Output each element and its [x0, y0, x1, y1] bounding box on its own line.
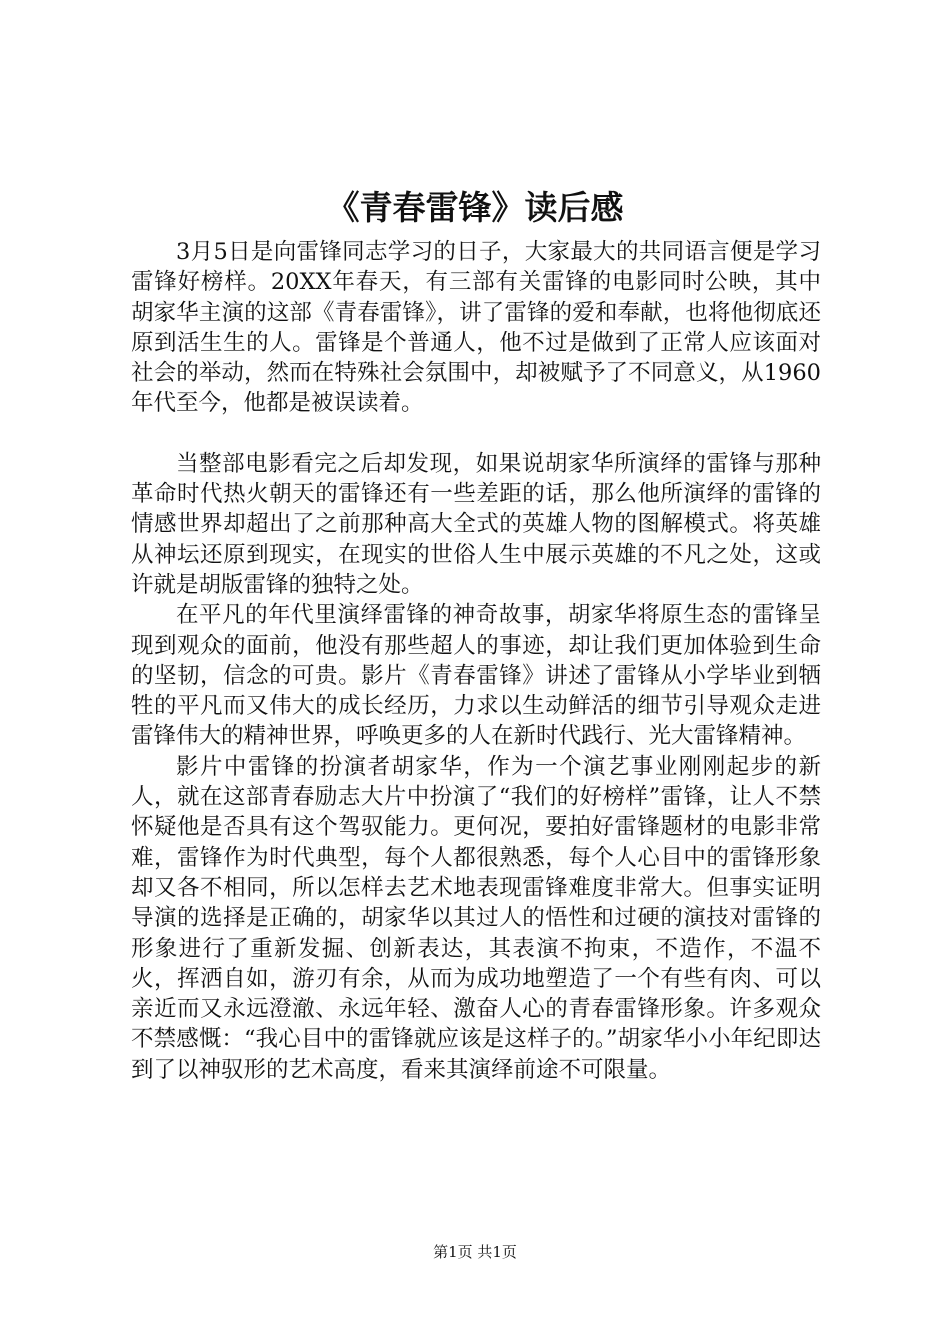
page-number-footer: 第1页 共1页 — [433, 1243, 517, 1261]
paragraph-1: 3月5日是向雷锋同志学习的日子，大家最大的共同语言便是学习雷锋好榜样。20XX年春天，有三部有关雷锋的电影同时公映，其中胡家华主演的这部《青春雷锋》，讲了雷锋的爱和奉献，也将他彻底还原到活生生的人。雷锋是个普通人，他不过是做到了正常人应该面对社会的举动，然而在特殊社会氛围中，却被赋予了不同意义，从1960年代至今，他都是被误读着。 — [131, 239, 821, 417]
paragraph-2: 当整部电影看完之后却发现，如果说胡家华所演绎的雷锋与那种革命时代热火朝天的雷锋还有一些差距的话，那么他所演绎的雷锋的情感世界却超出了之前那种高大全式的英雄人物的图解模式。将英雄从神坛还原到现实，在现实的世俗人生中展示英雄的不凡之处，这或许就是胡版雷锋的独特之处。 — [131, 450, 821, 598]
paragraph-4: 影片中雷锋的扮演者胡家华，作为一个演艺事业刚刚起步的新人，就在这部青春励志大片中扮演了“我们的好榜样”雷锋，让人不禁怀疑他是否具有这个驾驭能力。更何况，要拍好雷锋题材的电影非常难，雷锋作为时代典型，每个人都很熟悉，每个人心目中的雷锋形象却又各不相同，所以怎样去艺术地表现雷锋难度非常大。但事实证明导演的选择是正确的，胡家华以其过人的悟性和过硬的演技对雷锋的形象进行了重新发掘、创新表达，其表演不拘束，不造作，不温不火，挥洒自如，游刃有余，从而为成功地塑造了一个有些有肉、可以亲近而又永远澄澈、永远年轻、激奋人心的青春雷锋形象。许多观众不禁感慨：“我心目中的雷锋就应该是这样子的。”胡家华小小年纪即达到了以神驭形的艺术高度，看来其演绎前途不可限量。 — [131, 753, 821, 1083]
document-body — [131, 237, 821, 1085]
paragraph-3: 在平凡的年代里演绎雷锋的神奇故事，胡家华将原生态的雷锋呈现到观众的面前，他没有那些超人的事迹，却让我们更加体验到生命的坚韧，信念的可贵。影片《青春雷锋》讲述了雷锋从小学毕业到牺牲的平凡而又伟大的成长经历，力求以生动鲜活的细节引导观众走进雷锋伟大的精神世界，呼唤更多的人在新时代践行、光大雷锋精神。 — [131, 602, 821, 750]
document-title: 《青春雷锋》读后感 — [326, 188, 624, 227]
